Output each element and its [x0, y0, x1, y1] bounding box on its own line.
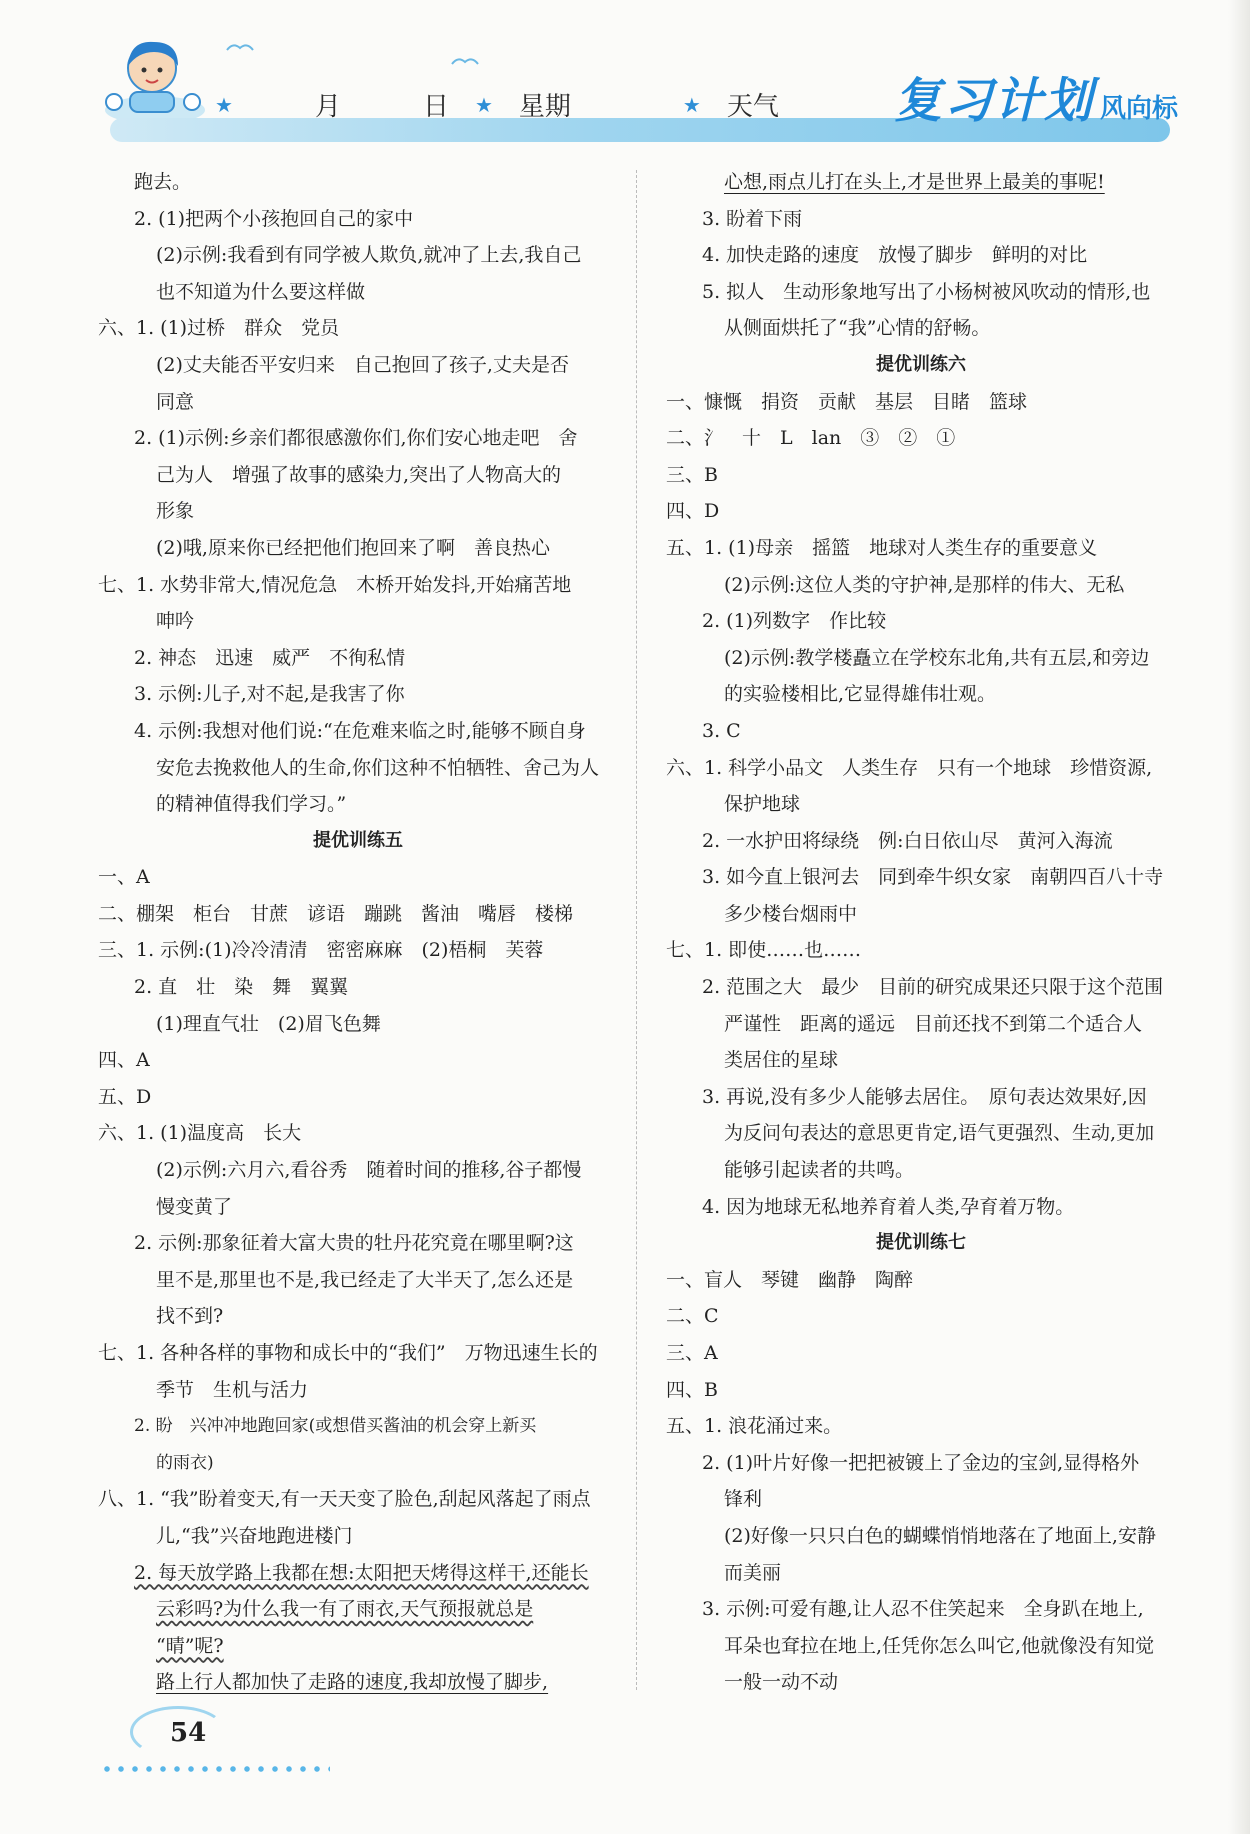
- answer-line: 2. 一水护田将绿绕 例:白日依山尽 黄河入海流: [702, 829, 1113, 852]
- answer-line: 路上行人都加快了走路的速度,我却放慢了脚步,: [156, 1671, 549, 1694]
- answer-line: 八、1. “我”盼着变天,有一天天变了脸色,刮起风落起了雨点: [98, 1488, 591, 1511]
- month-label: 月: [314, 92, 341, 122]
- mascot-girl-icon: [100, 28, 210, 128]
- footer-dot-row: [100, 1765, 330, 1773]
- answer-line: 3. 示例:儿子,对不起,是我害了你: [134, 683, 405, 706]
- answer-line: 2. (1)把两个小孩抱回自己的家中: [134, 207, 414, 230]
- answer-line: 三、B: [666, 463, 718, 486]
- answer-line: (1)理直气壮 (2)眉飞色舞: [156, 1012, 381, 1035]
- answer-line: 提优训练六: [876, 353, 966, 375]
- answer-line: 安危去挽救他人的生命,你们这种不怕牺牲、舍己为人: [156, 756, 600, 779]
- answer-line: 为反问句表达的意思更肯定,语气更强烈、生动,更加: [724, 1122, 1155, 1145]
- answer-line: (2)示例:六月六,看谷秀 随着时间的推移,谷子都慢: [156, 1159, 582, 1182]
- page-edge-shadow: [1228, 0, 1250, 1834]
- answer-line: 三、1. 示例:(1)冷冷清清 密密麻麻 (2)梧桐 芙蓉: [98, 939, 544, 962]
- answer-line: 2. (1)示例:乡亲们都很感激你们,你们安心地走吧 舍: [134, 427, 578, 450]
- answer-line: 同意: [156, 390, 195, 413]
- answer-line: 五、1. 浪花涌过来。: [666, 1415, 843, 1438]
- answer-line: 七、1. 即使……也……: [666, 939, 862, 962]
- answer-line: 3. 盼着下雨: [702, 207, 803, 230]
- answer-line: 季节 生机与活力: [156, 1378, 309, 1401]
- answer-line: 也不知道为什么要这样做: [156, 280, 366, 303]
- answer-line: 耳朵也耷拉在地上,任凭你怎么叫它,他就像没有知觉: [724, 1634, 1155, 1657]
- date-weather-line: [215, 86, 779, 123]
- answer-line: 类居住的星球: [724, 1049, 839, 1072]
- answer-line: 2. (1)列数字 作比较: [702, 610, 887, 633]
- day-label: 日: [422, 92, 449, 122]
- answer-line: 跑去。: [134, 171, 192, 193]
- weather-label: 天气: [726, 92, 779, 122]
- answer-line: 形象: [156, 500, 195, 523]
- answer-line: 提优训练五: [313, 829, 403, 851]
- answer-line: (2)丈夫能否平安归来 自己抱回了孩子,丈夫是否: [156, 353, 569, 376]
- answer-line: 4. 示例:我想对他们说:“在危难来临之时,能够不顾自身: [134, 719, 586, 742]
- left-answer-column: [98, 164, 618, 1701]
- weekday-label: 星期: [518, 92, 571, 122]
- answer-line: 儿,“我”兴奋地跑进楼门: [156, 1524, 353, 1547]
- answer-line: 五、D: [98, 1085, 152, 1108]
- answer-line: 2. 直 壮 染 舞 翼翼: [134, 976, 349, 999]
- answer-line: “晴”呢?: [156, 1634, 224, 1657]
- answer-line: (2)示例:这位人类的守护神,是那样的伟大、无私: [724, 573, 1125, 596]
- right-answer-column: [666, 164, 1176, 1701]
- answer-line: 4. 加快走路的速度 放慢了脚步 鲜明的对比: [702, 244, 1088, 267]
- answer-line: 而美丽: [724, 1561, 782, 1584]
- answer-line: 2. 示例:那象征着大富大贵的牡丹花究竟在哪里啊?这: [134, 1232, 574, 1255]
- answer-line: 从侧面烘托了“我”心情的舒畅。: [724, 317, 991, 340]
- column-divider: [636, 170, 637, 1690]
- answer-line: (2)好像一只只白色的蝴蝶悄悄地落在了地面上,安静: [724, 1524, 1156, 1547]
- answer-line: 六、1. (1)过桥 群众 党员: [98, 317, 340, 340]
- answer-line: (2)示例:我看到有同学被人欺负,就冲了上去,我自己: [156, 244, 582, 267]
- page-number: 54: [170, 1718, 207, 1748]
- answer-line: 六、1. (1)温度高 长大: [98, 1122, 302, 1145]
- brand-logo: [894, 62, 1178, 131]
- answer-line: 一、慷慨 捐资 贡献 基层 目睹 篮球: [666, 390, 1028, 413]
- answer-line: 3. 示例:可爱有趣,让人忍不住笑起来 全身趴在地上,: [702, 1598, 1144, 1621]
- answer-line: 里不是,那里也不是,我已经走了大半天了,怎么还是: [156, 1268, 574, 1291]
- answer-line: 一般一动不动: [724, 1671, 839, 1694]
- answer-line: 二、棚架 柜台 甘蔗 谚语 蹦跳 酱油 嘴唇 楼梯: [98, 902, 574, 925]
- answer-line: 多少楼台烟雨中: [724, 902, 858, 925]
- answer-line: 的精神值得我们学习。”: [156, 793, 347, 816]
- answer-line: 保护地球: [724, 793, 801, 816]
- star-icon: ★: [215, 92, 233, 117]
- seagull-icon: [225, 40, 255, 54]
- answer-line: 能够引起读者的共鸣。: [724, 1159, 915, 1182]
- brand-subtitle: 风向标: [1099, 94, 1178, 124]
- page-header: [0, 0, 1250, 150]
- answer-line: 的雨衣): [156, 1452, 214, 1473]
- answer-line: 二、C: [666, 1305, 719, 1328]
- answer-line: 心想,雨点儿打在头上,才是世界上最美的事呢!: [724, 171, 1105, 193]
- brand-title: 复习计划: [893, 73, 1094, 129]
- answer-line: 一、盲人 琴键 幽静 陶醉: [666, 1268, 914, 1291]
- answer-line: 呻吟: [156, 610, 195, 633]
- answer-line: 提优训练七: [876, 1232, 966, 1254]
- answer-line: 三、A: [666, 1342, 718, 1364]
- answer-line: (2)示例:教学楼矗立在学校东北角,共有五层,和旁边: [724, 646, 1150, 669]
- answer-line: 锋利: [724, 1488, 763, 1511]
- answer-line: 2. 每天放学路上我都在想:太阳把天烤得这样干,还能长: [134, 1561, 589, 1584]
- seagull-icon: [450, 54, 480, 68]
- answer-line: 七、1. 各种各样的事物和成长中的“我们” 万物迅速生长的: [98, 1342, 598, 1364]
- answer-line: 六、1. 科学小品文 人类生存 只有一个地球 珍惜资源,: [666, 756, 1153, 779]
- answer-line: 一、A: [98, 866, 150, 889]
- answer-line: 云彩吗?为什么我一有了雨衣,天气预报就总是: [156, 1598, 534, 1621]
- answer-line: 己为人 增强了故事的感染力,突出了人物高大的: [156, 463, 562, 486]
- answer-line: 慢变黄了: [156, 1195, 233, 1218]
- answer-line: 2. (1)叶片好像一把把被镀上了金边的宝剑,显得格外: [702, 1451, 1140, 1474]
- answer-line: 3. 再说,没有多少人能够去居住。 原句表达效果好,因: [702, 1085, 1147, 1108]
- answer-line: 七、1. 水势非常大,情况危急 木桥开始发抖,开始痛苦地: [98, 573, 572, 596]
- answer-line: 严谨性 距离的遥远 目前还找不到第二个适合人: [724, 1012, 1143, 1035]
- answer-line: 2. 范围之大 最少 目前的研究成果还只限于这个范围: [702, 976, 1164, 999]
- answer-line: 四、D: [666, 500, 720, 523]
- answer-line: 2. 盼 兴冲冲地跑回家(或想借买酱油的机会穿上新买: [134, 1416, 537, 1437]
- star-icon: ★: [682, 92, 701, 117]
- answer-line: 的实验楼相比,它显得雄伟壮观。: [724, 683, 997, 706]
- answer-line: 2. 神态 迅速 威严 不徇私情: [134, 646, 406, 669]
- answer-line: 3. 如今直上银河去 同到牵牛织女家 南朝四百八十寺: [702, 866, 1164, 889]
- star-icon: ★: [474, 92, 493, 117]
- answer-line: 二、氵 十 L lan ③ ② ①: [666, 427, 956, 450]
- answer-line: 五、1. (1)母亲 摇篮 地球对人类生存的重要意义: [666, 536, 1098, 559]
- answer-line: 四、B: [666, 1378, 718, 1401]
- answer-line: 四、A: [98, 1049, 150, 1072]
- answer-line: (2)哦,原来你已经把他们抱回来了啊 善良热心: [156, 536, 550, 559]
- answer-line: 5. 拟人 生动形象地写出了小杨树被风吹动的情形,也: [702, 280, 1151, 303]
- answer-line: 4. 因为地球无私地养育着人类,孕育着万物。: [702, 1195, 1075, 1218]
- answer-line: 3. C: [702, 719, 741, 742]
- answer-line: 找不到?: [156, 1305, 224, 1328]
